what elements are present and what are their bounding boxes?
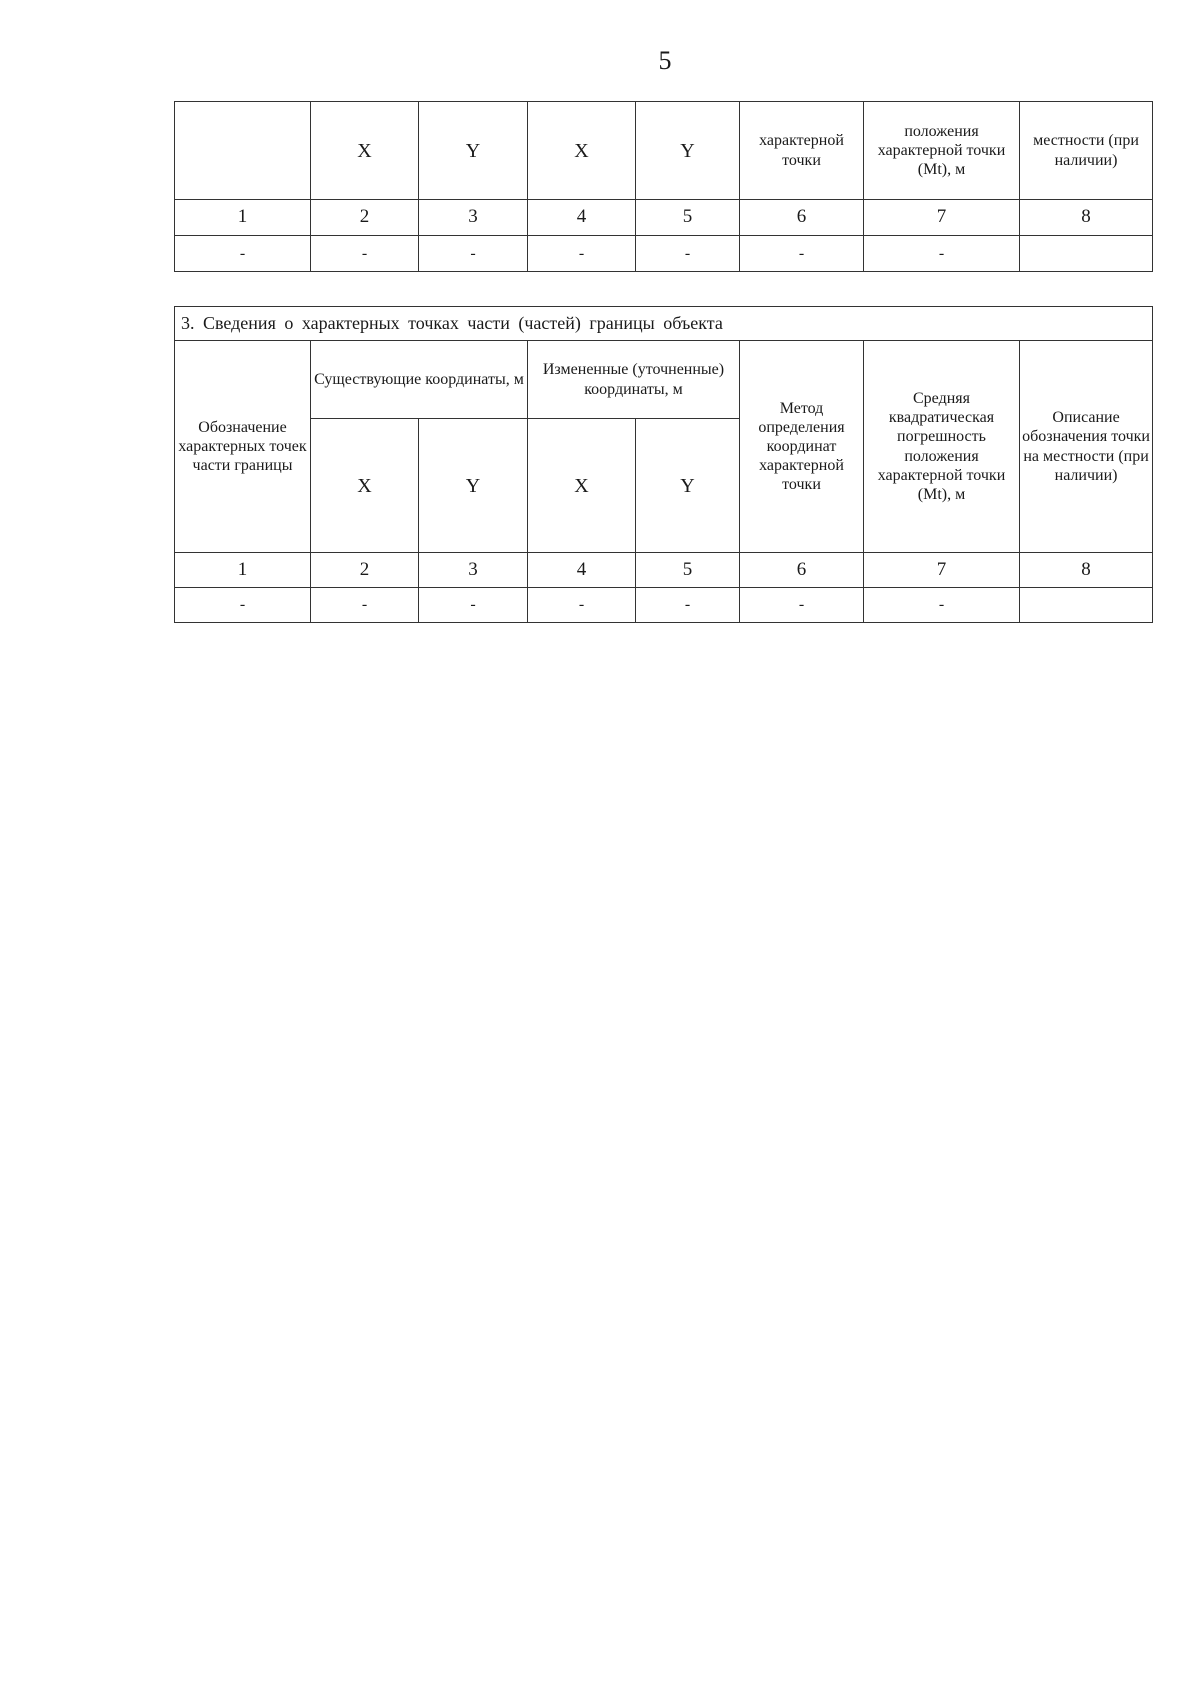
- table-cell: [1020, 588, 1153, 623]
- section-title-row: [175, 307, 1153, 341]
- column-number-row: [175, 200, 1153, 236]
- table-cell: -: [419, 588, 528, 623]
- table-cell: -: [419, 236, 528, 272]
- table-cell: -: [528, 588, 636, 623]
- header-method-tail: характерной точки: [740, 102, 864, 200]
- column-number: 7: [864, 200, 1020, 236]
- table-cell: -: [175, 236, 311, 272]
- header-y-changed: Y: [636, 102, 740, 200]
- header-x-changed: X: [528, 419, 636, 553]
- header-y-changed: Y: [636, 419, 740, 553]
- header-x-existing: X: [311, 419, 419, 553]
- table-cell: -: [740, 236, 864, 272]
- header-description-tail: местности (при наличии): [1020, 102, 1153, 200]
- header-changed-coordinates: Измененные (уточненные) координаты, м: [528, 341, 740, 419]
- header-y-existing: Y: [419, 102, 528, 200]
- header-method: Метод определения координат характерной точки: [740, 341, 864, 553]
- table-cell: -: [175, 588, 311, 623]
- header-error-tail: положения характерной точки (Mt), м: [864, 102, 1020, 200]
- section-title: 3. Сведения о характерных точках части (частей) границы объекта: [175, 307, 1153, 341]
- header-x-changed: X: [528, 102, 636, 200]
- table-cell: -: [528, 236, 636, 272]
- header-point-designation: Обозначение характерных точек части границы: [175, 341, 311, 553]
- column-number: 8: [1020, 200, 1153, 236]
- column-number: 5: [636, 200, 740, 236]
- table-row: [175, 588, 1153, 623]
- column-number: 2: [311, 553, 419, 588]
- points-table-continued: [174, 101, 1153, 272]
- table-cell: -: [311, 236, 419, 272]
- column-number: 7: [864, 553, 1020, 588]
- column-number: 6: [740, 553, 864, 588]
- table-row: [175, 236, 1153, 272]
- header-mean-error: Средняя квадратическая погрешность положения характерной точки (Mt), м: [864, 341, 1020, 553]
- boundary-part-points-table: [174, 306, 1153, 623]
- column-number: 5: [636, 553, 740, 588]
- table-cell: -: [864, 588, 1020, 623]
- header-description: Описание обозначения точки на местности (при наличии): [1020, 341, 1153, 553]
- column-number: 4: [528, 200, 636, 236]
- column-number: 1: [175, 200, 311, 236]
- table-cell: [1020, 236, 1153, 272]
- table-cell: -: [636, 236, 740, 272]
- column-number: 3: [419, 553, 528, 588]
- column-number: 4: [528, 553, 636, 588]
- table-cell: -: [864, 236, 1020, 272]
- header-y-existing: Y: [419, 419, 528, 553]
- column-number: 8: [1020, 553, 1153, 588]
- table-cell: -: [740, 588, 864, 623]
- column-number: 6: [740, 200, 864, 236]
- table-cell: -: [636, 588, 740, 623]
- column-number: 1: [175, 553, 311, 588]
- table-cell: -: [311, 588, 419, 623]
- column-number: 2: [311, 200, 419, 236]
- table-header-row: [175, 341, 1153, 419]
- column-number: 3: [419, 200, 528, 236]
- header-x-existing: X: [311, 102, 419, 200]
- column-number-row: [175, 553, 1153, 588]
- table-header-row: [175, 102, 1153, 200]
- header-existing-coordinates: Существующие координаты, м: [311, 341, 528, 419]
- header-cell-empty: [175, 102, 311, 200]
- page-number: 5: [658, 46, 672, 75]
